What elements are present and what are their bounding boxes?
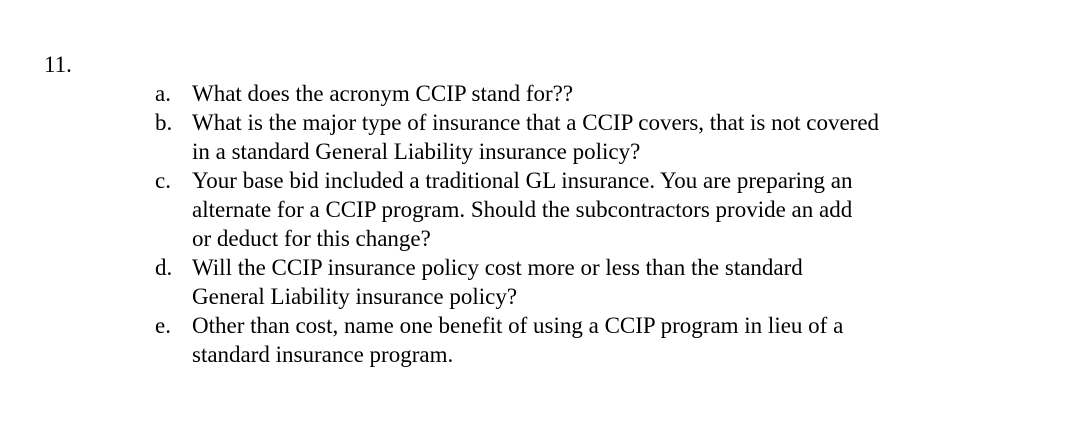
subquestion-line: Will the CCIP insurance policy cost more or less than the standard [192, 255, 803, 280]
subquestion-letter: b. [155, 110, 173, 135]
subquestion-list [155, 79, 1035, 369]
subquestion-line: General Liability insurance policy? [192, 284, 518, 309]
subquestion-a [155, 79, 1035, 108]
subquestion-line: Your base bid included a traditional GL insurance. You are preparing an [192, 168, 853, 193]
subquestion-line: or deduct for this change? [192, 226, 431, 251]
subquestion-line: alternate for a CCIP program. Should the subcontractors provide an add [192, 197, 853, 222]
subquestion-letter: e. [155, 313, 171, 338]
subquestion-b [155, 108, 1035, 166]
subquestion-line: Other than cost, name one benefit of using a CCIP program in lieu of a [192, 313, 844, 338]
subquestion-letter: c. [155, 168, 171, 193]
subquestion-letter: a. [155, 81, 171, 106]
subquestion-line: What is the major type of insurance that a CCIP covers, that is not covered [192, 110, 880, 135]
subquestion-letter: d. [155, 255, 173, 280]
subquestion-line: standard insurance program. [192, 342, 454, 367]
subquestion-line: What does the acronym CCIP stand for?? [192, 81, 574, 106]
subquestion-text [192, 108, 952, 166]
subquestion-line: in a standard General Liability insurance policy? [192, 139, 641, 164]
subquestion-text [192, 253, 952, 311]
subquestion-text [192, 166, 952, 253]
subquestion-e [155, 311, 1035, 369]
subquestion-c [155, 166, 1035, 253]
question-number: 11. [44, 52, 72, 77]
subquestion-d [155, 253, 1035, 311]
subquestion-text [192, 79, 952, 108]
subquestion-text [192, 311, 952, 369]
